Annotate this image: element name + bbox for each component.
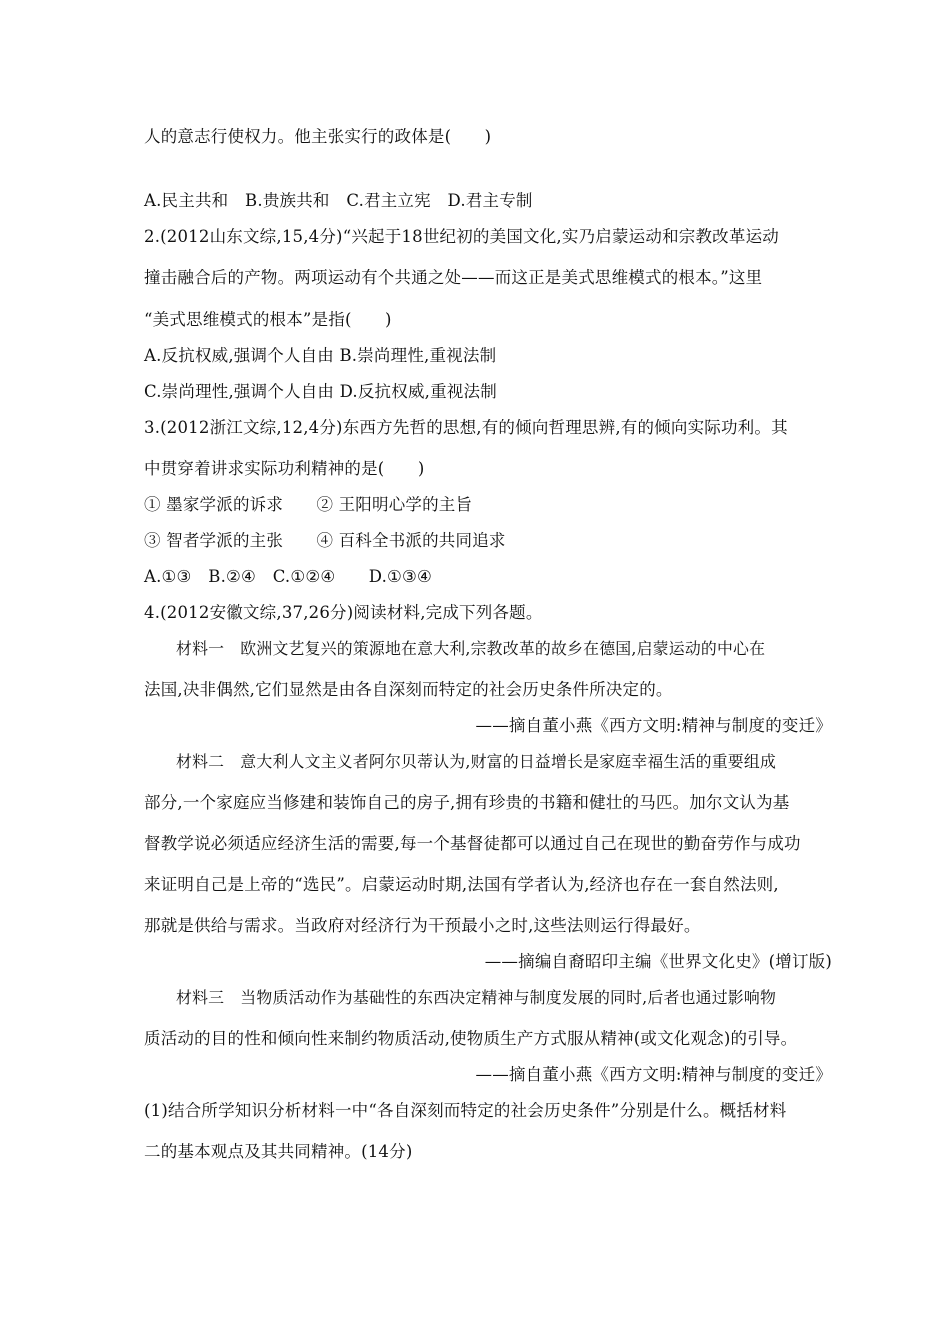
q4-stem: 4.(2012安徽文综,37,26分)阅读材料,完成下列各题。 <box>144 603 543 622</box>
material-1-line-1: 材料一 欧洲文艺复兴的策源地在意大利,宗教改革的故乡在德国,启蒙运动的中心在 <box>176 639 766 658</box>
q1-options: A.民主共和 B.贵族共和 C.君主立宪 D.君主专制 <box>144 191 533 210</box>
q2-stem-line-3: “美式思维模式的根本”是指( ) <box>144 310 392 329</box>
q3-options: A.①③ B.②④ C.①②④ D.①③④ <box>144 567 433 586</box>
q2-options-ab: A.反抗权威,强调个人自由 B.崇尚理性,重视法制 <box>144 346 497 365</box>
q2-stem-line-1: 2.(2012山东文综,15,4分)“兴起于18世纪初的美国文化,实乃启蒙运动和宗教改革运动 <box>144 227 779 246</box>
material-2-line-1: 材料二 意大利人文主义者阿尔贝蒂认为,财富的日益增长是家庭幸福生活的重要组成 <box>176 752 777 771</box>
q3-stem-line-1: 3.(2012浙江文综,12,4分)东西方先哲的思想,有的倾向哲理思辨,有的倾向实际功利。其 <box>144 418 788 437</box>
q3-stem-line-2: 中贯穿着讲求实际功利精神的是( ) <box>144 459 425 478</box>
q2-options-cd: C.崇尚理性,强调个人自由 D.反抗权威,重视法制 <box>144 382 497 401</box>
sub-question-1-line-2: 二的基本观点及其共同精神。(14分) <box>144 1142 413 1161</box>
material-3-line-1: 材料三 当物质活动作为基础性的东西决定精神与制度发展的同时,后者也通过影响物 <box>176 988 777 1007</box>
material-3-line-2: 质活动的目的性和倾向性来制约物质活动,使物质生产方式服从精神(或文化观念)的引导。 <box>144 1029 798 1048</box>
q2-stem-line-2: 撞击融合后的产物。两项运动有个共通之处——而这正是美式思维模式的根本。”这里 <box>144 268 763 287</box>
material-2-line-5: 那就是供给与需求。当政府对经济行为干预最小之时,这些法则运行得最好。 <box>144 916 701 935</box>
material-3-source: ——摘自董小燕《西方文明:精神与制度的变迁》 <box>475 1065 832 1084</box>
material-2-source: ——摘编自裔昭印主编《世界文化史》(增订版) <box>484 952 832 971</box>
material-2-line-3: 督教学说必须适应经济生活的需要,每一个基督徒都可以通过自己在现世的勤奋劳作与成功 <box>144 834 801 853</box>
material-2-line-4: 来证明自己是上帝的“选民”。启蒙运动时期,法国有学者认为,经济也存在一套自然法则, <box>144 875 779 894</box>
sub-question-1-line-1: (1)结合所学知识分析材料一中“各自深刻而特定的社会历史条件”分别是什么。概括材料 <box>144 1101 787 1120</box>
material-1-source: ——摘自董小燕《西方文明:精神与制度的变迁》 <box>475 716 832 735</box>
material-2-line-2: 部分,一个家庭应当修建和装饰自己的房子,拥有珍贵的书籍和健壮的马匹。加尔文认为基 <box>144 793 790 812</box>
material-1-line-2: 法国,决非偶然,它们显然是由各自深刻而特定的社会历史条件所决定的。 <box>144 680 673 699</box>
q3-items-1-2: ① 墨家学派的诉求 ② 王阳明心学的主旨 <box>144 495 473 514</box>
q3-items-3-4: ③ 智者学派的主张 ④ 百科全书派的共同追求 <box>144 531 506 550</box>
q1-stem-continuation: 人的意志行使权力。他主张实行的政体是( ) <box>144 127 492 146</box>
